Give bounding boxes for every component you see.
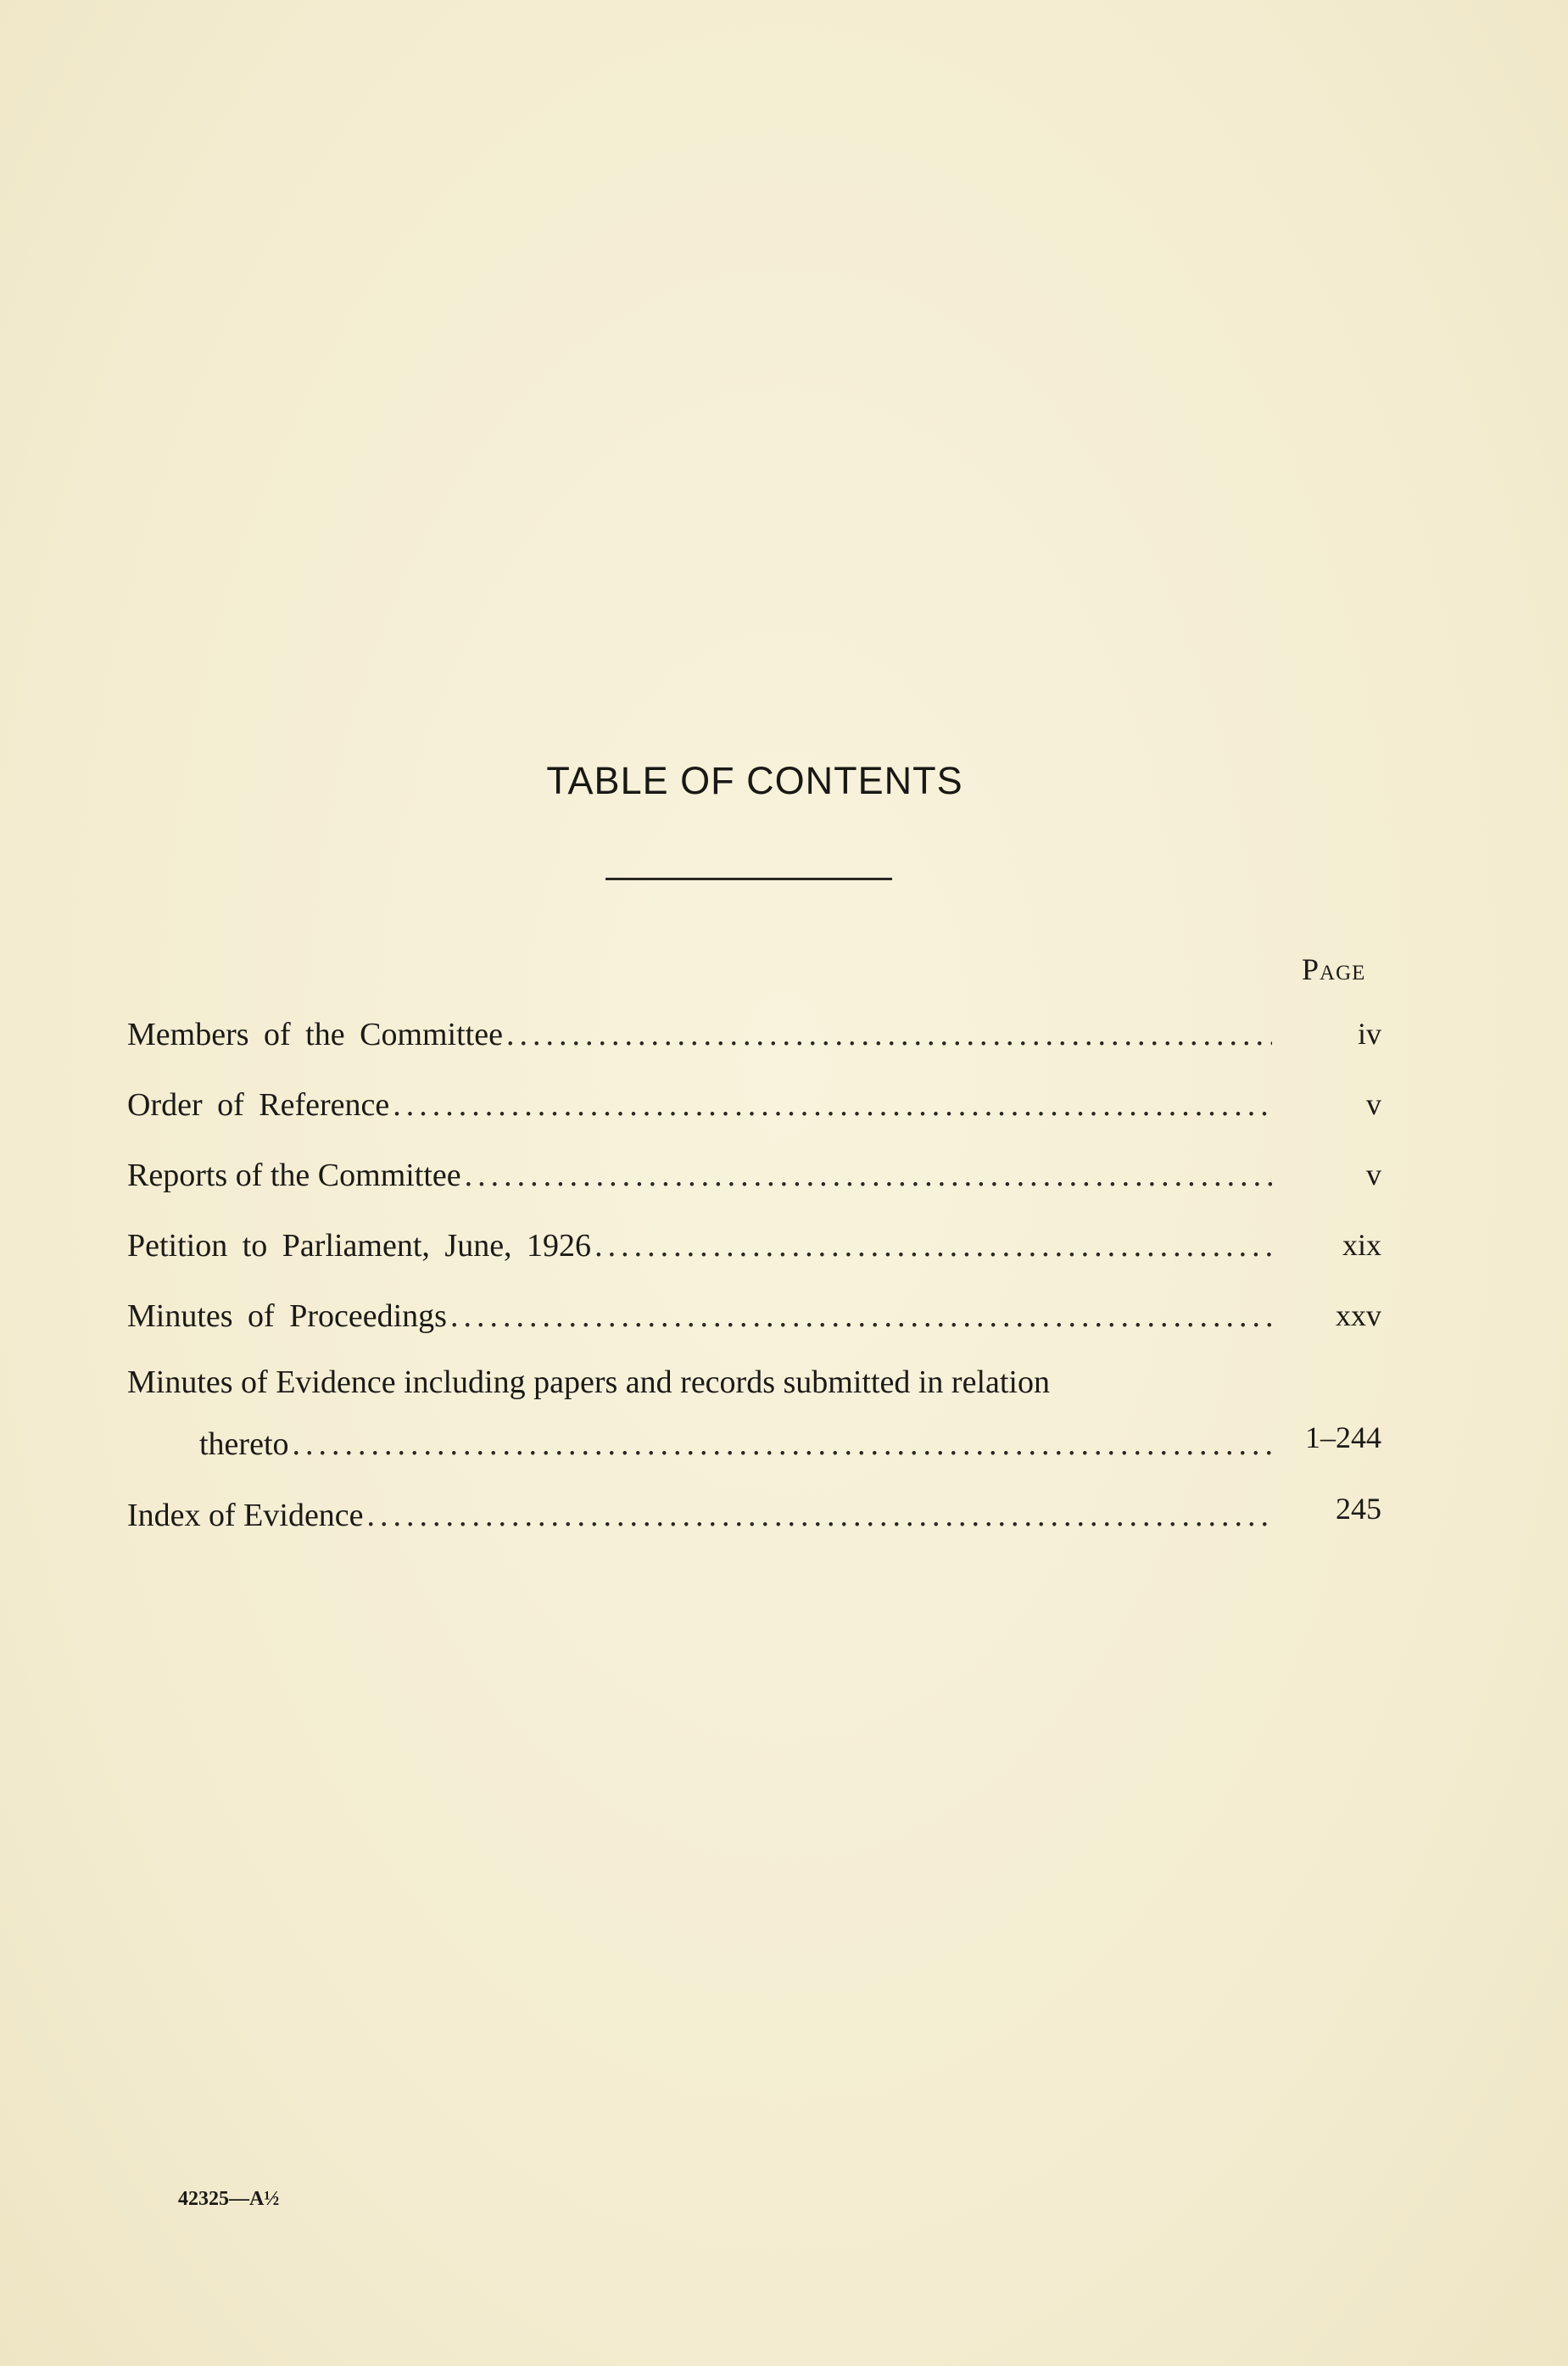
toc-entry-page: iv: [1357, 1017, 1381, 1051]
dot-leader: [450, 1297, 1272, 1335]
footer-print-code: 42325—A½: [178, 2188, 280, 2210]
toc-entry-label: Petition to Parliament, June, 1926: [127, 1228, 592, 1264]
title-rule: [605, 878, 892, 880]
toc-entry-label: Index of Evidence: [127, 1498, 364, 1533]
toc-entry-page: v: [1366, 1158, 1381, 1191]
toc-entry-page: xxv: [1336, 1298, 1381, 1332]
dot-leader: [465, 1157, 1272, 1194]
toc-entry: [127, 1227, 1272, 1264]
toc-entry: [127, 1086, 1272, 1124]
toc-entry-label: thereto: [199, 1426, 289, 1462]
toc-entry-label: Members of the Committee: [127, 1017, 503, 1052]
dot-leader: [506, 1016, 1272, 1053]
toc-entry-page: 245: [1336, 1492, 1381, 1526]
dot-leader: [594, 1227, 1272, 1264]
toc-entry-label: Order of Reference: [127, 1087, 390, 1123]
page-title: TABLE OF CONTENTS: [546, 759, 963, 802]
toc-entry: [127, 1157, 1272, 1194]
dot-leader: [393, 1086, 1272, 1124]
toc-entry: [199, 1426, 1272, 1463]
toc-entry-page: 1–244: [1305, 1420, 1381, 1454]
toc-entry-label: Minutes of Proceedings: [127, 1298, 447, 1334]
toc-entry: [127, 1497, 1272, 1534]
dot-leader: [367, 1497, 1272, 1534]
toc-entry-first-line: [127, 1364, 1281, 1401]
toc-entry-label: Reports of the Committee: [127, 1158, 461, 1193]
page-column-header: Page: [1302, 952, 1366, 986]
dot-leader: [293, 1426, 1272, 1463]
toc-entry: [127, 1297, 1272, 1335]
toc-entry: [127, 1016, 1272, 1053]
toc-entry-page: xix: [1342, 1228, 1381, 1262]
toc-entry-label-first-line: Minutes of Evidence including papers and records submitted in relation: [127, 1364, 1050, 1400]
toc-entry-page: v: [1366, 1087, 1381, 1121]
